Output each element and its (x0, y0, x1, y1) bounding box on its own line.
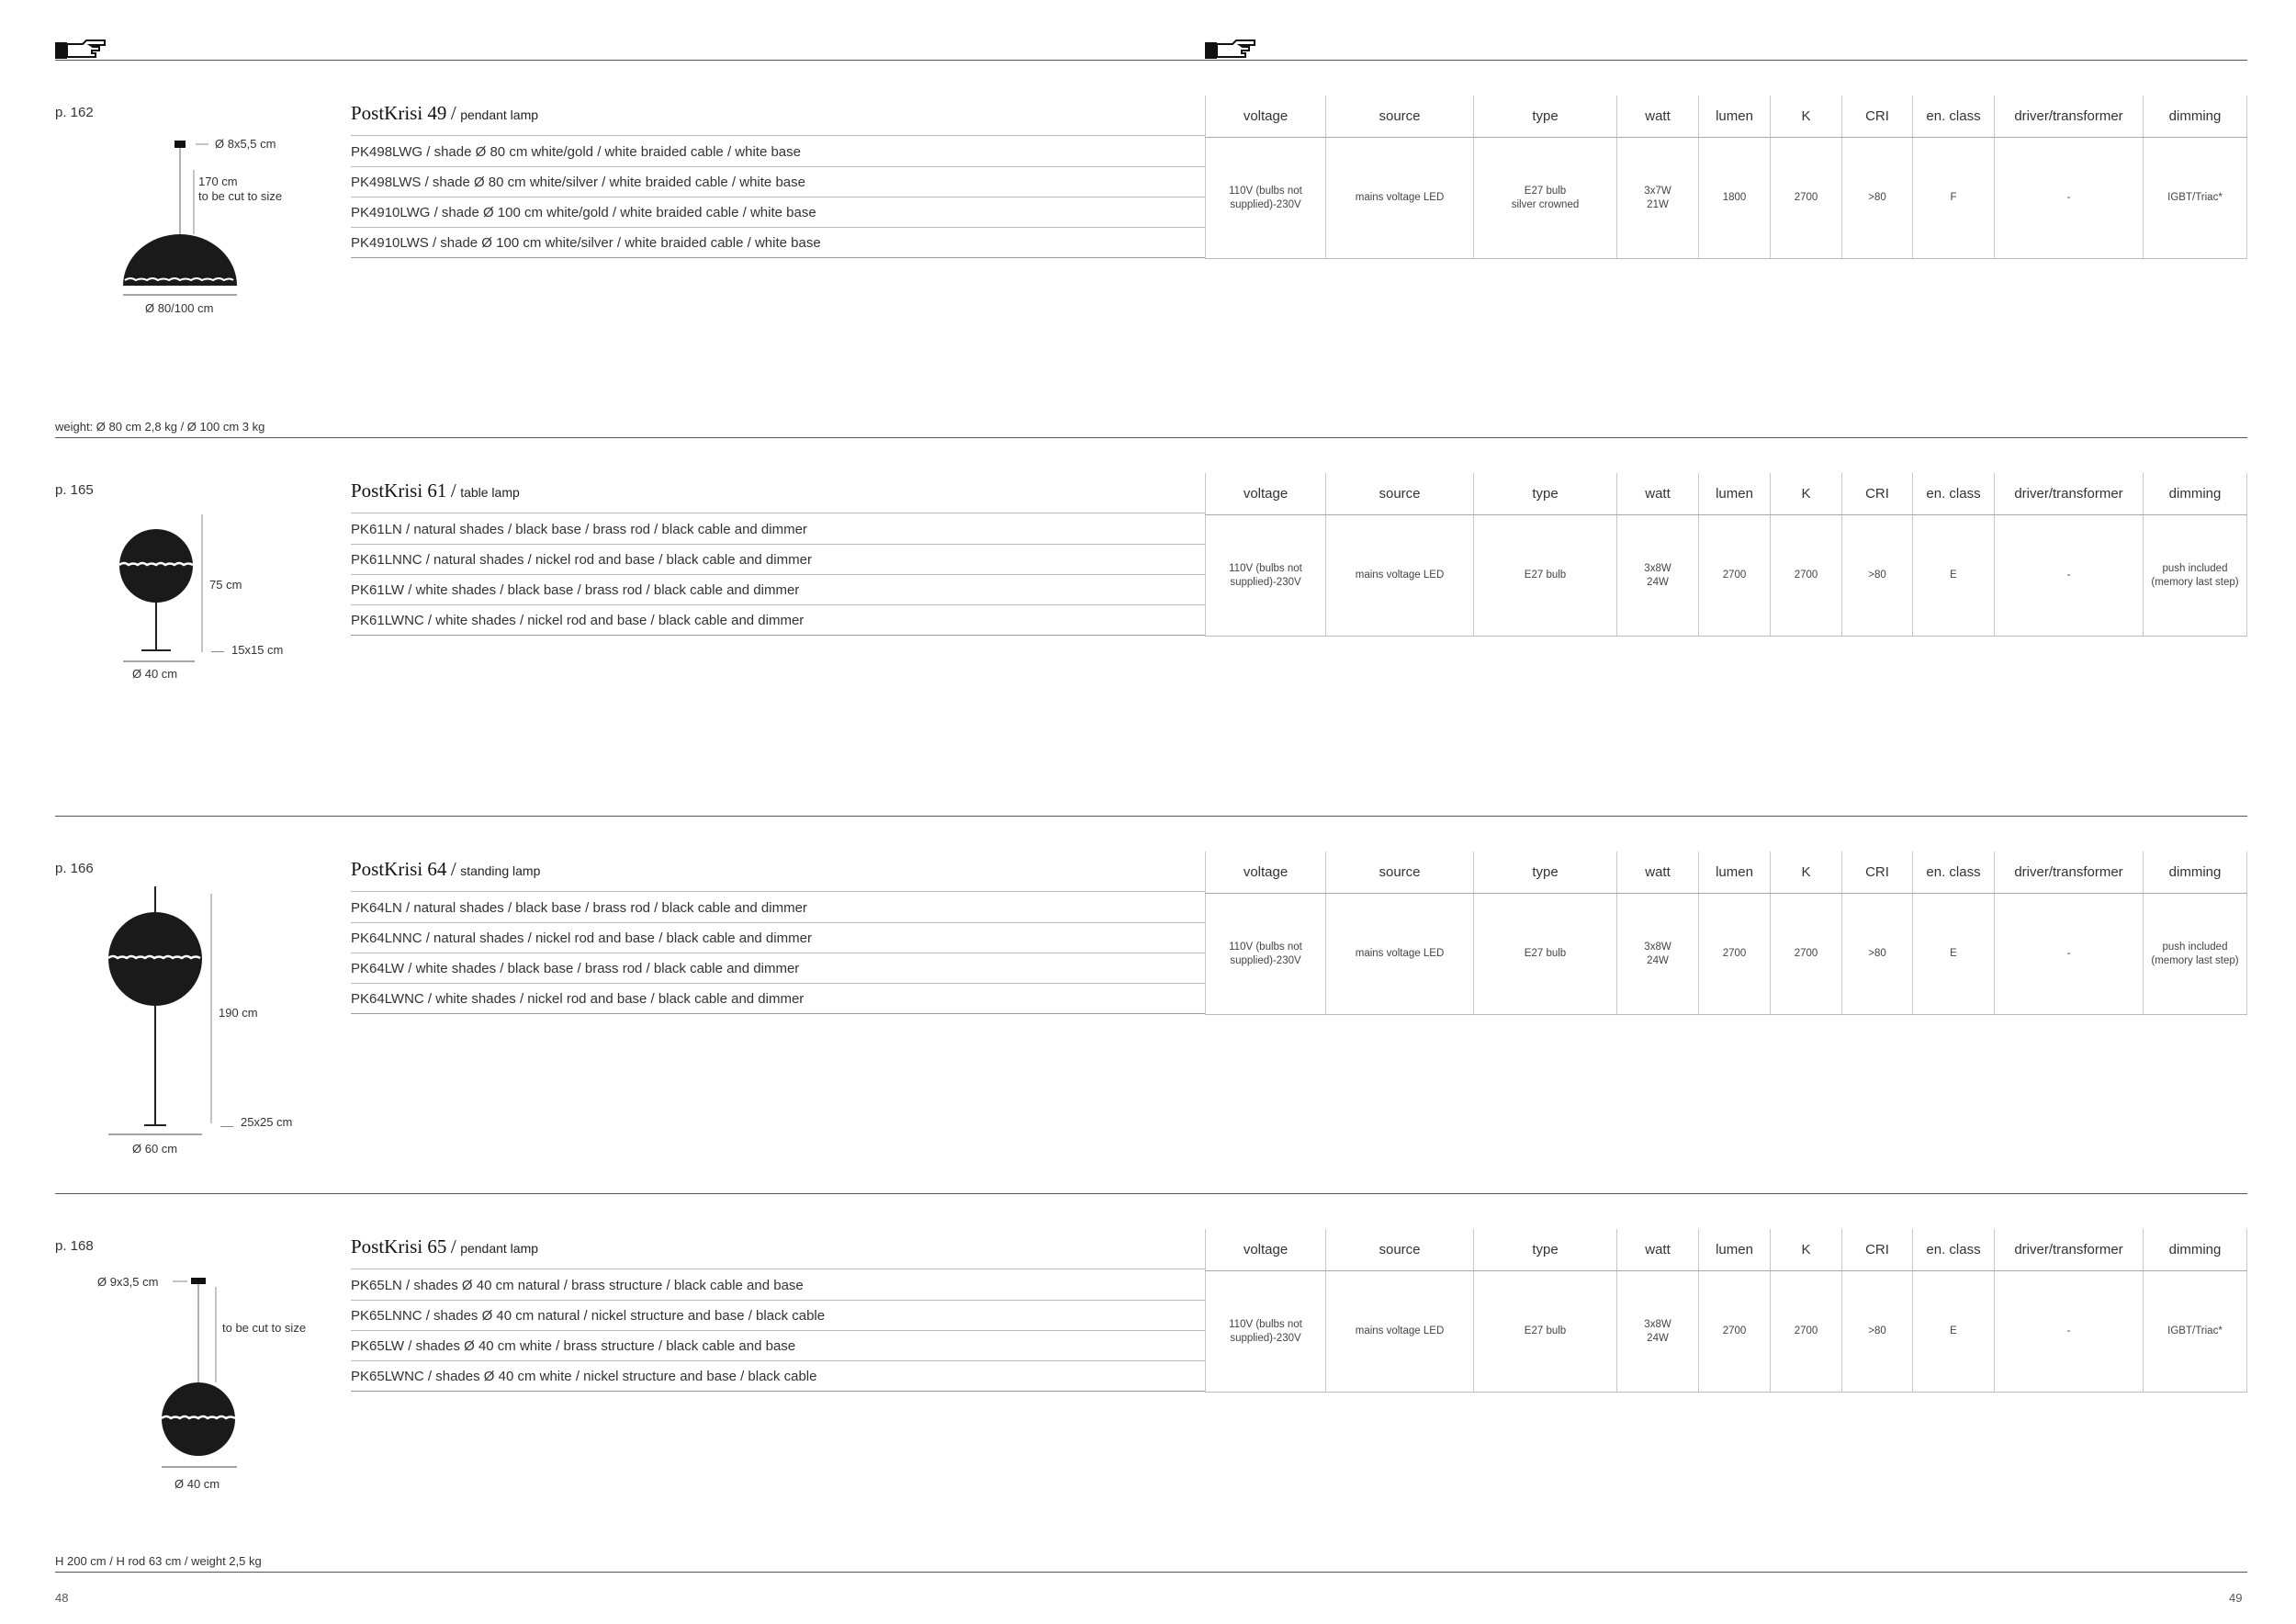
spec-table (1205, 96, 2247, 259)
column-header-voltage: voltage (1206, 1229, 1326, 1271)
column-header-voltage: voltage (1206, 473, 1326, 515)
product-kind: table lamp (460, 485, 520, 500)
column-header-driver: driver/transformer (1995, 851, 2144, 894)
spec-dimming: IGBT/Triac* (2144, 1271, 2247, 1393)
column-header-source: source (1326, 96, 1474, 138)
page-reference: p. 162 (55, 105, 94, 120)
column-header-driver: driver/transformer (1995, 1229, 2144, 1271)
spec-driver: - (1995, 515, 2144, 637)
column-header-voltage: voltage (1206, 851, 1326, 894)
product-variant: PK498LWG / shade Ø 80 cm white/gold / white braided cable / white base (351, 137, 1205, 167)
dimension-base: 25x25 cm (241, 1115, 293, 1129)
dimension-diameter: Ø 40 cm (132, 667, 178, 681)
divider (55, 437, 2247, 438)
product-kind: standing lamp (460, 863, 541, 878)
dimension-top: Ø 9x3,5 cm (97, 1275, 159, 1289)
column-header-type: type (1474, 473, 1617, 515)
divider (55, 1572, 2247, 1573)
column-header-type: type (1474, 851, 1617, 894)
product-kind: pendant lamp (460, 107, 539, 122)
product-variant: PK64LN / natural shades / black base / brass rod / black cable and dimmer (351, 893, 1205, 923)
spec-en-class: E (1913, 894, 1995, 1015)
column-header-k: K (1771, 851, 1842, 894)
dimension-base: 15x15 cm (231, 643, 284, 657)
column-header-dimming: dimming (2144, 1229, 2247, 1271)
spec-voltage: 110V (bulbs not supplied)-230V (1206, 894, 1326, 1015)
spec-voltage: 110V (bulbs not supplied)-230V (1206, 1271, 1326, 1393)
dimension-height: 190 cm (219, 1006, 258, 1020)
spec-table (1205, 1229, 2247, 1393)
column-header-driver: driver/transformer (1995, 96, 2144, 138)
column-header-voltage: voltage (1206, 96, 1326, 138)
column-header-watt: watt (1617, 473, 1699, 515)
column-header-cri: CRI (1842, 96, 1913, 138)
dimension-diameter: Ø 80/100 cm (145, 301, 214, 315)
spec-watt: 3x7W 21W (1617, 138, 1699, 259)
product-variant: PK64LNNC / natural shades / nickel rod and base / black cable and dimmer (351, 923, 1205, 953)
spec-table (1205, 851, 2247, 1015)
product-title: PostKrisi 61 / table lamp (351, 479, 520, 502)
product-variant: PK4910LWG / shade Ø 100 cm white/gold / white braided cable / white base (351, 197, 1205, 228)
pointing-hand-icon (1205, 37, 1256, 59)
spec-source: mains voltage LED (1326, 1271, 1474, 1393)
weight-note: weight: Ø 80 cm 2,8 kg / Ø 100 cm 3 kg (55, 420, 265, 434)
column-header-lumen: lumen (1699, 473, 1771, 515)
page-number-right: 49 (2229, 1591, 2243, 1605)
spec-lumen: 2700 (1699, 894, 1771, 1015)
column-header-en-class: en. class (1913, 851, 1995, 894)
product-variant: PK4910LWS / shade Ø 100 cm white/silver / white braided cable / white base (351, 235, 821, 251)
spec-k: 2700 (1771, 515, 1842, 637)
column-header-cri: CRI (1842, 1229, 1913, 1271)
spec-k: 2700 (1771, 138, 1842, 259)
spec-lumen: 2700 (1699, 515, 1771, 637)
product-variant: PK498LWS / shade Ø 80 cm white/silver / white braided cable / white base (351, 167, 1205, 197)
spec-type: E27 bulb (1474, 515, 1617, 637)
product-variant: PK61LNNC / natural shades / nickel rod and base / black cable and dimmer (351, 545, 1205, 575)
spec-en-class: E (1913, 515, 1995, 637)
column-header-cri: CRI (1842, 473, 1913, 515)
dimension-height: 75 cm (209, 578, 242, 592)
spec-cri: >80 (1842, 894, 1913, 1015)
product-name: PostKrisi 65 (351, 1235, 447, 1257)
spec-watt: 3x8W 24W (1617, 515, 1699, 637)
spec-source: mains voltage LED (1326, 515, 1474, 637)
product-kind: pendant lamp (460, 1241, 539, 1256)
spec-watt: 3x8W 24W (1617, 894, 1699, 1015)
product-variant: PK61LWNC / white shades / nickel rod and base / black cable and dimmer (351, 613, 805, 628)
product-variant: PK65LWNC / shades Ø 40 cm white / nickel structure and base / black cable (351, 1369, 817, 1384)
column-header-dimming: dimming (2144, 473, 2247, 515)
spec-driver: - (1995, 138, 2144, 259)
product-title: PostKrisi 64 / standing lamp (351, 858, 541, 880)
dimension-length: 170 cm to be cut to size (198, 175, 283, 203)
product-name: PostKrisi 64 (351, 858, 447, 880)
spec-type: E27 bulb (1474, 894, 1617, 1015)
spec-dimming: push included (memory last step) (2144, 515, 2247, 637)
spec-type: E27 bulb (1474, 1271, 1617, 1393)
product-title: PostKrisi 49 / pendant lamp (351, 102, 539, 124)
dimension-length: to be cut to size (222, 1321, 307, 1335)
column-header-en-class: en. class (1913, 96, 1995, 138)
column-header-driver: driver/transformer (1995, 473, 2144, 515)
dimension-top: Ø 8x5,5 cm (215, 137, 276, 151)
column-header-en-class: en. class (1913, 473, 1995, 515)
column-header-lumen: lumen (1699, 96, 1771, 138)
column-header-type: type (1474, 1229, 1617, 1271)
spec-source: mains voltage LED (1326, 894, 1474, 1015)
product-variant: PK64LWNC / white shades / nickel rod and base / black cable and dimmer (351, 991, 805, 1007)
spec-k: 2700 (1771, 1271, 1842, 1393)
spec-k: 2700 (1771, 894, 1842, 1015)
column-header-k: K (1771, 473, 1842, 515)
page-reference: p. 166 (55, 861, 94, 876)
product-variant: PK65LN / shades Ø 40 cm natural / brass structure / black cable and base (351, 1270, 1205, 1301)
column-header-watt: watt (1617, 96, 1699, 138)
dimension-diameter: Ø 40 cm (174, 1477, 220, 1491)
column-header-watt: watt (1617, 851, 1699, 894)
page-number-left: 48 (55, 1591, 69, 1605)
column-header-lumen: lumen (1699, 1229, 1771, 1271)
product-variant: PK65LW / shades Ø 40 cm white / brass structure / black cable and base (351, 1331, 1205, 1361)
column-header-dimming: dimming (2144, 96, 2247, 138)
column-header-source: source (1326, 473, 1474, 515)
weight-note: H 200 cm / H rod 63 cm / weight 2,5 kg (55, 1554, 262, 1568)
column-header-k: K (1771, 1229, 1842, 1271)
spec-watt: 3x8W 24W (1617, 1271, 1699, 1393)
divider (55, 1193, 2247, 1194)
column-header-en-class: en. class (1913, 1229, 1995, 1271)
divider (55, 816, 2247, 817)
pointing-hand-icon (55, 37, 107, 59)
spec-type: E27 bulb silver crowned (1474, 138, 1617, 259)
column-header-dimming: dimming (2144, 851, 2247, 894)
column-header-watt: watt (1617, 1229, 1699, 1271)
spec-lumen: 2700 (1699, 1271, 1771, 1393)
dimension-diameter: Ø 60 cm (132, 1142, 178, 1156)
spec-dimming: push included (memory last step) (2144, 894, 2247, 1015)
column-header-source: source (1326, 851, 1474, 894)
column-header-source: source (1326, 1229, 1474, 1271)
spec-voltage: 110V (bulbs not supplied)-230V (1206, 515, 1326, 637)
page-reference: p. 165 (55, 482, 94, 498)
spec-cri: >80 (1842, 515, 1913, 637)
spec-en-class: F (1913, 138, 1995, 259)
spec-source: mains voltage LED (1326, 138, 1474, 259)
spec-driver: - (1995, 1271, 2144, 1393)
column-header-type: type (1474, 96, 1617, 138)
spec-lumen: 1800 (1699, 138, 1771, 259)
product-name: PostKrisi 49 (351, 102, 447, 124)
product-name: PostKrisi 61 (351, 479, 447, 502)
spec-en-class: E (1913, 1271, 1995, 1393)
product-variant: PK61LW / white shades / black base / brass rod / black cable and dimmer (351, 575, 1205, 605)
product-variant: PK64LW / white shades / black base / brass rod / black cable and dimmer (351, 953, 1205, 984)
column-header-lumen: lumen (1699, 851, 1771, 894)
product-variant: PK65LNNC / shades Ø 40 cm natural / nickel structure and base / black cable (351, 1301, 1205, 1331)
page-reference: p. 168 (55, 1238, 94, 1254)
column-header-k: K (1771, 96, 1842, 138)
spec-dimming: IGBT/Triac* (2144, 138, 2247, 259)
spec-cri: >80 (1842, 138, 1913, 259)
product-title: PostKrisi 65 / pendant lamp (351, 1235, 539, 1257)
divider (55, 60, 2247, 61)
spec-table (1205, 473, 2247, 637)
spec-cri: >80 (1842, 1271, 1913, 1393)
product-variant: PK61LN / natural shades / black base / brass rod / black cable and dimmer (351, 514, 1205, 545)
spec-voltage: 110V (bulbs not supplied)-230V (1206, 138, 1326, 259)
spec-driver: - (1995, 894, 2144, 1015)
column-header-cri: CRI (1842, 851, 1913, 894)
